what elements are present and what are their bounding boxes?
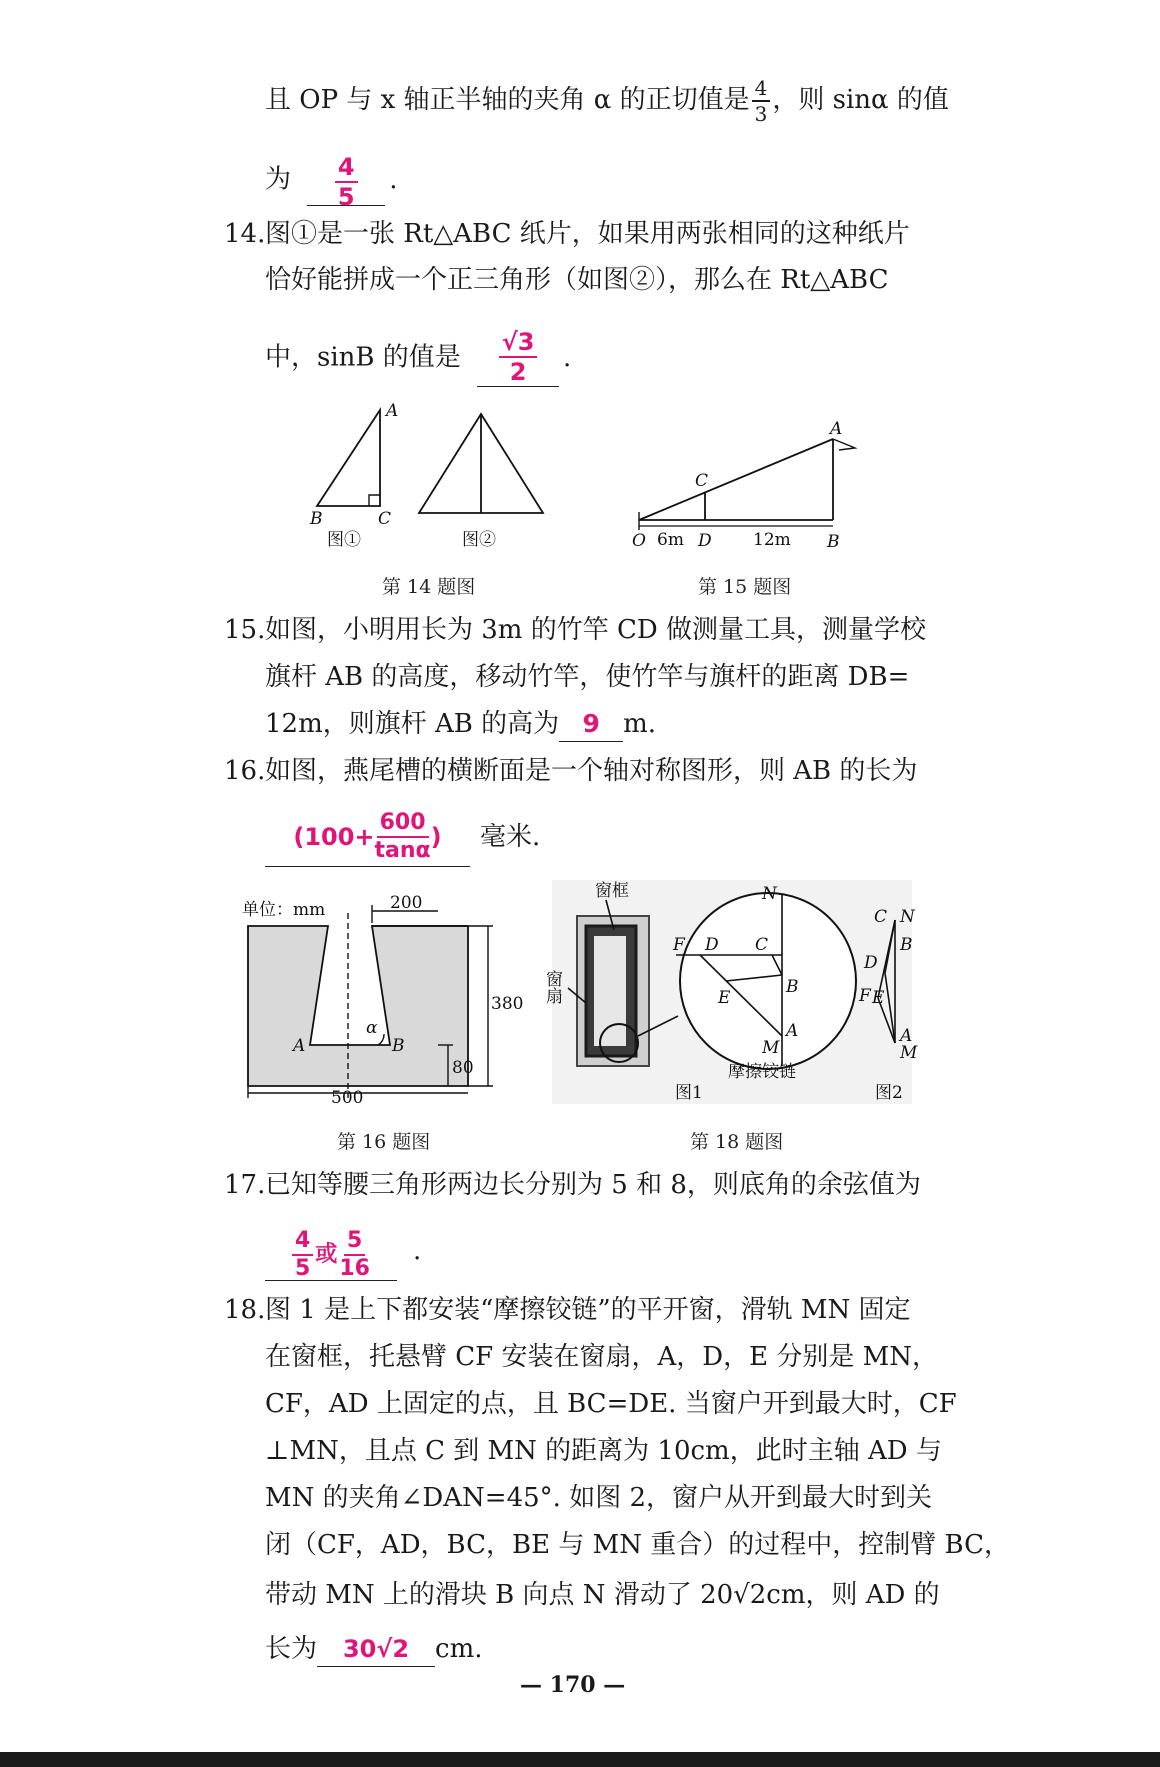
q18-answer: 30√2 [317, 1632, 435, 1667]
q18-fig2-label-A: A [900, 1026, 913, 1046]
page-number: — 170 — [520, 1672, 626, 1698]
q18-figure [542, 878, 920, 1108]
q18-label-A: A [786, 1021, 799, 1041]
q18-label-B: B [786, 977, 799, 997]
q18-line8 [265, 1632, 483, 1667]
q13-ans-num: 4 [335, 155, 358, 183]
q15-line3 [265, 707, 656, 742]
q16-suffix: 毫米. [480, 821, 541, 852]
q15-figure [625, 412, 865, 552]
q13-line1 [265, 78, 949, 124]
q15-length-6m: 6m [657, 530, 684, 550]
q18-line4: ⊥MN，且点 C 到 MN 的距离为 10cm，此时主轴 AD 与 [265, 1436, 942, 1466]
q18-line7: 带动 MN 上的滑块 B 向点 N 滑动了 20√2cm，则 AD 的 [265, 1580, 940, 1610]
q14-number: 14. [224, 219, 266, 249]
q16-caption: 第 16 题图 [337, 1131, 431, 1153]
q14-line1: 图①是一张 Rt△ABC 纸片，如果用两张相同的这种纸片 [265, 219, 910, 249]
q18-label-fig2: 图2 [875, 1083, 903, 1103]
q16-label-A: A [293, 1036, 306, 1056]
q18-fig2-label-N: N [900, 907, 915, 927]
q13-answer [335, 155, 358, 209]
q17-suffix: . [413, 1235, 422, 1266]
q14-fig2-label: 图② [462, 530, 496, 550]
q14-suffix: . [563, 342, 572, 373]
q18-label-hinge: 摩擦铰链 [728, 1062, 796, 1082]
q16-line2 [265, 808, 540, 868]
q18-fig2-label-E: E [872, 988, 885, 1008]
q17-ans-frac1 [292, 1230, 313, 1280]
q15-line1: 如图，小明用长为 3m 的竹竿 CD 做测量工具，测量学校 [265, 615, 926, 645]
q18-line8-pre: 长为 [265, 1634, 318, 1664]
q17-a1-num: 4 [292, 1230, 313, 1256]
q18-number: 18. [224, 1295, 266, 1325]
q16-figure [238, 893, 528, 1108]
q18-fig2-label-B: B [900, 935, 913, 955]
q14-figure [300, 398, 550, 553]
q13-frac-num: 4 [752, 78, 771, 102]
q13-answer-blank [307, 153, 385, 211]
q14-line2: 恰好能拼成一个正三角形（如图②），那么在 Rt△ABC [265, 265, 889, 295]
q17-line2 [265, 1222, 421, 1282]
q14-label-B: B [310, 509, 323, 529]
q17-a2-num: 5 [344, 1230, 365, 1256]
q18-label-N: N [762, 884, 777, 904]
q16-answer-blank [265, 808, 470, 867]
q13-prefix: 为 [265, 164, 292, 195]
q16-line1: 如图，燕尾槽的横断面是一个轴对称图形，则 AB 的长为 [265, 756, 918, 786]
q18-line6: 闭（CF，AD，BC，BE 与 MN 重合）的过程中，控制臂 BC， [265, 1530, 1011, 1560]
q18-label-C: C [755, 935, 769, 955]
q14-caption: 第 14 题图 [382, 576, 476, 598]
q14-ans-num: √3 [499, 330, 538, 358]
q13-fraction [752, 78, 771, 124]
q17-number: 17. [224, 1170, 266, 1200]
q13-line2 [265, 153, 398, 211]
q18-label-fig1: 图1 [675, 1083, 703, 1103]
q18-fig2-label-M: M [900, 1043, 918, 1063]
q18-line3: CF，AD 上固定的点，且 BC=DE. 当窗户开到最大时，CF [265, 1389, 957, 1419]
q14-answer [499, 330, 538, 384]
q13-suffix: . [389, 164, 398, 195]
q14-answer-blank [477, 330, 559, 387]
q18-label-F: F [673, 935, 685, 955]
q15-line3-post: m. [623, 709, 657, 739]
q15-length-12m: 12m [753, 530, 791, 550]
q16-label-alpha: α [366, 1018, 378, 1038]
q16-ans-open: (100+ [293, 823, 375, 851]
q15-caption: 第 15 题图 [698, 576, 792, 598]
q17-answer-blank [265, 1222, 397, 1281]
q14-fig1-triangle [317, 410, 380, 506]
q15-label-A: A [830, 419, 843, 439]
q15-flag [833, 439, 855, 450]
q15-label-C: C [695, 471, 709, 491]
q14-line3 [265, 330, 571, 387]
q18-line5: MN 的夹角∠DAN=45°. 如图 2，窗户从开到最大时到关 [265, 1483, 932, 1513]
q15-label-O: O [632, 531, 646, 551]
q13-frac-den: 3 [754, 102, 768, 126]
q16-number: 16. [224, 756, 266, 786]
q15-line2: 旗杆 AB 的高度，移动竹竿，使竹竿与旗杆的距离 DB= [265, 662, 910, 692]
q14-prefix: 中，sinB 的值是 [265, 342, 461, 373]
q17-or: 或 [315, 1242, 338, 1267]
q18-window-glass [594, 936, 626, 1046]
q15-label-B: B [827, 532, 840, 552]
q15-answer: 9 [559, 707, 623, 742]
q16-label-80: 80 [452, 1058, 474, 1078]
q16-label-200: 200 [390, 893, 423, 913]
q18-label-sash: 窗扇 [542, 970, 562, 1004]
q13-text: 且 OP 与 x 轴正半轴的夹角 α 的正切值是 [265, 85, 750, 115]
q17-a2-den: 16 [339, 1256, 370, 1281]
q17-answer [292, 1226, 370, 1284]
q17-a1-den: 5 [295, 1256, 311, 1281]
q16-label-380: 380 [491, 994, 524, 1014]
q17-line1: 已知等腰三角形两边长分别为 5 和 8，则底角的余弦值为 [265, 1170, 921, 1200]
q13-tail: ，则 sinα 的值 [772, 85, 949, 115]
q18-label-frame: 窗框 [595, 881, 629, 901]
q14-ans-den: 2 [509, 358, 527, 386]
q15-line3-pre: 12m，则旗杆 AB 的高为 [265, 709, 560, 739]
q13-ans-den: 5 [337, 183, 355, 211]
q18-fig2-label-C: C [874, 907, 888, 927]
q15-number: 15. [224, 615, 266, 645]
q16-ans-fraction [375, 812, 431, 862]
q18-fig2-label-D: D [864, 953, 878, 973]
q16-dovetail-shape [248, 926, 468, 1086]
q18-line8-post: cm. [435, 1634, 483, 1664]
q15-label-D: D [698, 531, 712, 551]
q14-label-C: C [378, 509, 392, 529]
q14-label-A: A [386, 401, 399, 421]
q14-right-angle-mark [369, 495, 380, 506]
q16-answer [293, 808, 441, 866]
q14-fig1-label: 图① [327, 530, 361, 550]
q16-unit: 单位：mm [242, 900, 326, 920]
bottom-bar [0, 1752, 1160, 1767]
q18-label-D: D [705, 935, 719, 955]
q16-label-500: 500 [331, 1088, 364, 1108]
q18-label-E: E [718, 988, 731, 1008]
q18-caption: 第 18 题图 [690, 1131, 784, 1153]
q16-ans-den: tanα [374, 838, 431, 863]
q17-ans-frac2 [339, 1230, 370, 1280]
q15-sightline [639, 439, 833, 520]
q18-fig2-label-F: F [859, 986, 871, 1006]
q16-ans-close: ) [430, 823, 442, 851]
q18-line1: 图 1 是上下都安装“摩擦铰链”的平开窗，滑轨 MN 固定 [265, 1295, 911, 1325]
q16-ans-num: 600 [377, 812, 429, 838]
q16-label-B: B [392, 1036, 405, 1056]
q18-line2: 在窗框，托悬臂 CF 安装在窗扇，A，D，E 分别是 MN， [265, 1342, 938, 1372]
q18-label-M: M [762, 1038, 780, 1058]
